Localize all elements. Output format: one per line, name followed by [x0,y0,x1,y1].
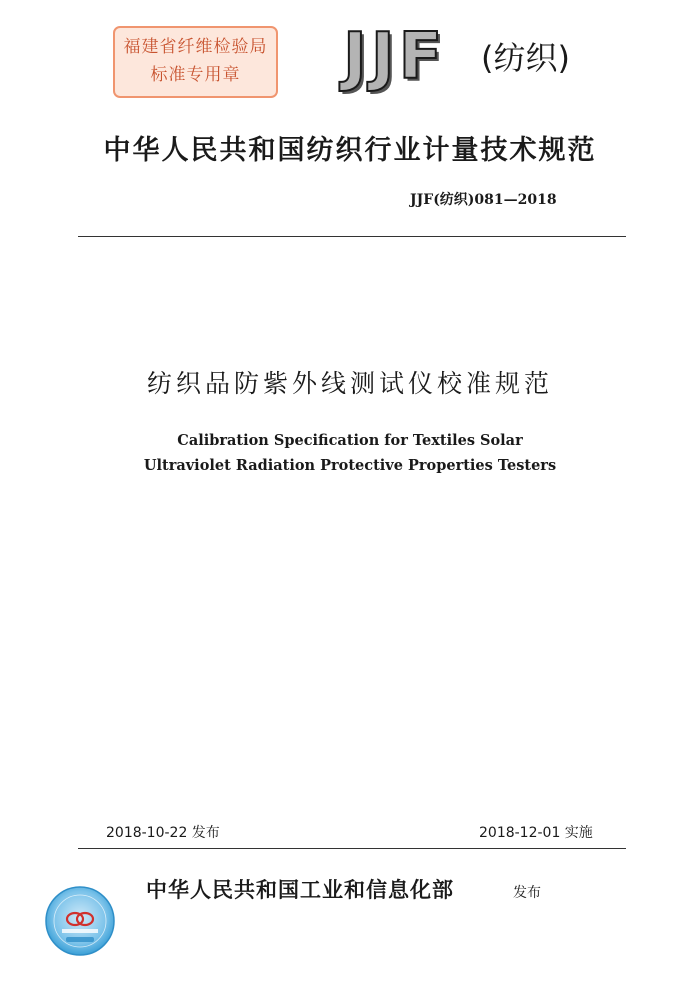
document-title-english [0,428,700,478]
english-title-line-2: Ultraviolet Radiation Protective Properties Testers [143,457,557,474]
top-divider [78,236,626,237]
jjf-logo-tag: (纺织) [481,39,570,77]
stamp-line-1: 福建省纤维检验局 [123,37,268,57]
issue-date: 2018-10-22 发布 [106,825,220,841]
bottom-divider [78,848,626,849]
organization-title: 中华人民共和国纺织行业计量技术规范 [103,135,597,166]
stamp-line-2: 标准专用章 [150,65,241,85]
standard-seal-stamp [113,26,278,98]
publisher-name: 中华人民共和国工业和信息化部 [146,877,454,902]
document-title-chinese: 纺织品防紫外线测试仪校准规范 [146,369,553,398]
english-title-line-1: Calibration Specification for Textiles Solar [177,432,523,449]
anti-counterfeit-seal-icon [44,885,116,957]
jjf-logo-mark: JJF [343,20,447,94]
document-code: JJF(纺织)081—2018 [410,192,557,208]
effective-date: 2018-12-01 实施 [479,825,593,841]
publisher-suffix: 发布 [513,885,541,901]
